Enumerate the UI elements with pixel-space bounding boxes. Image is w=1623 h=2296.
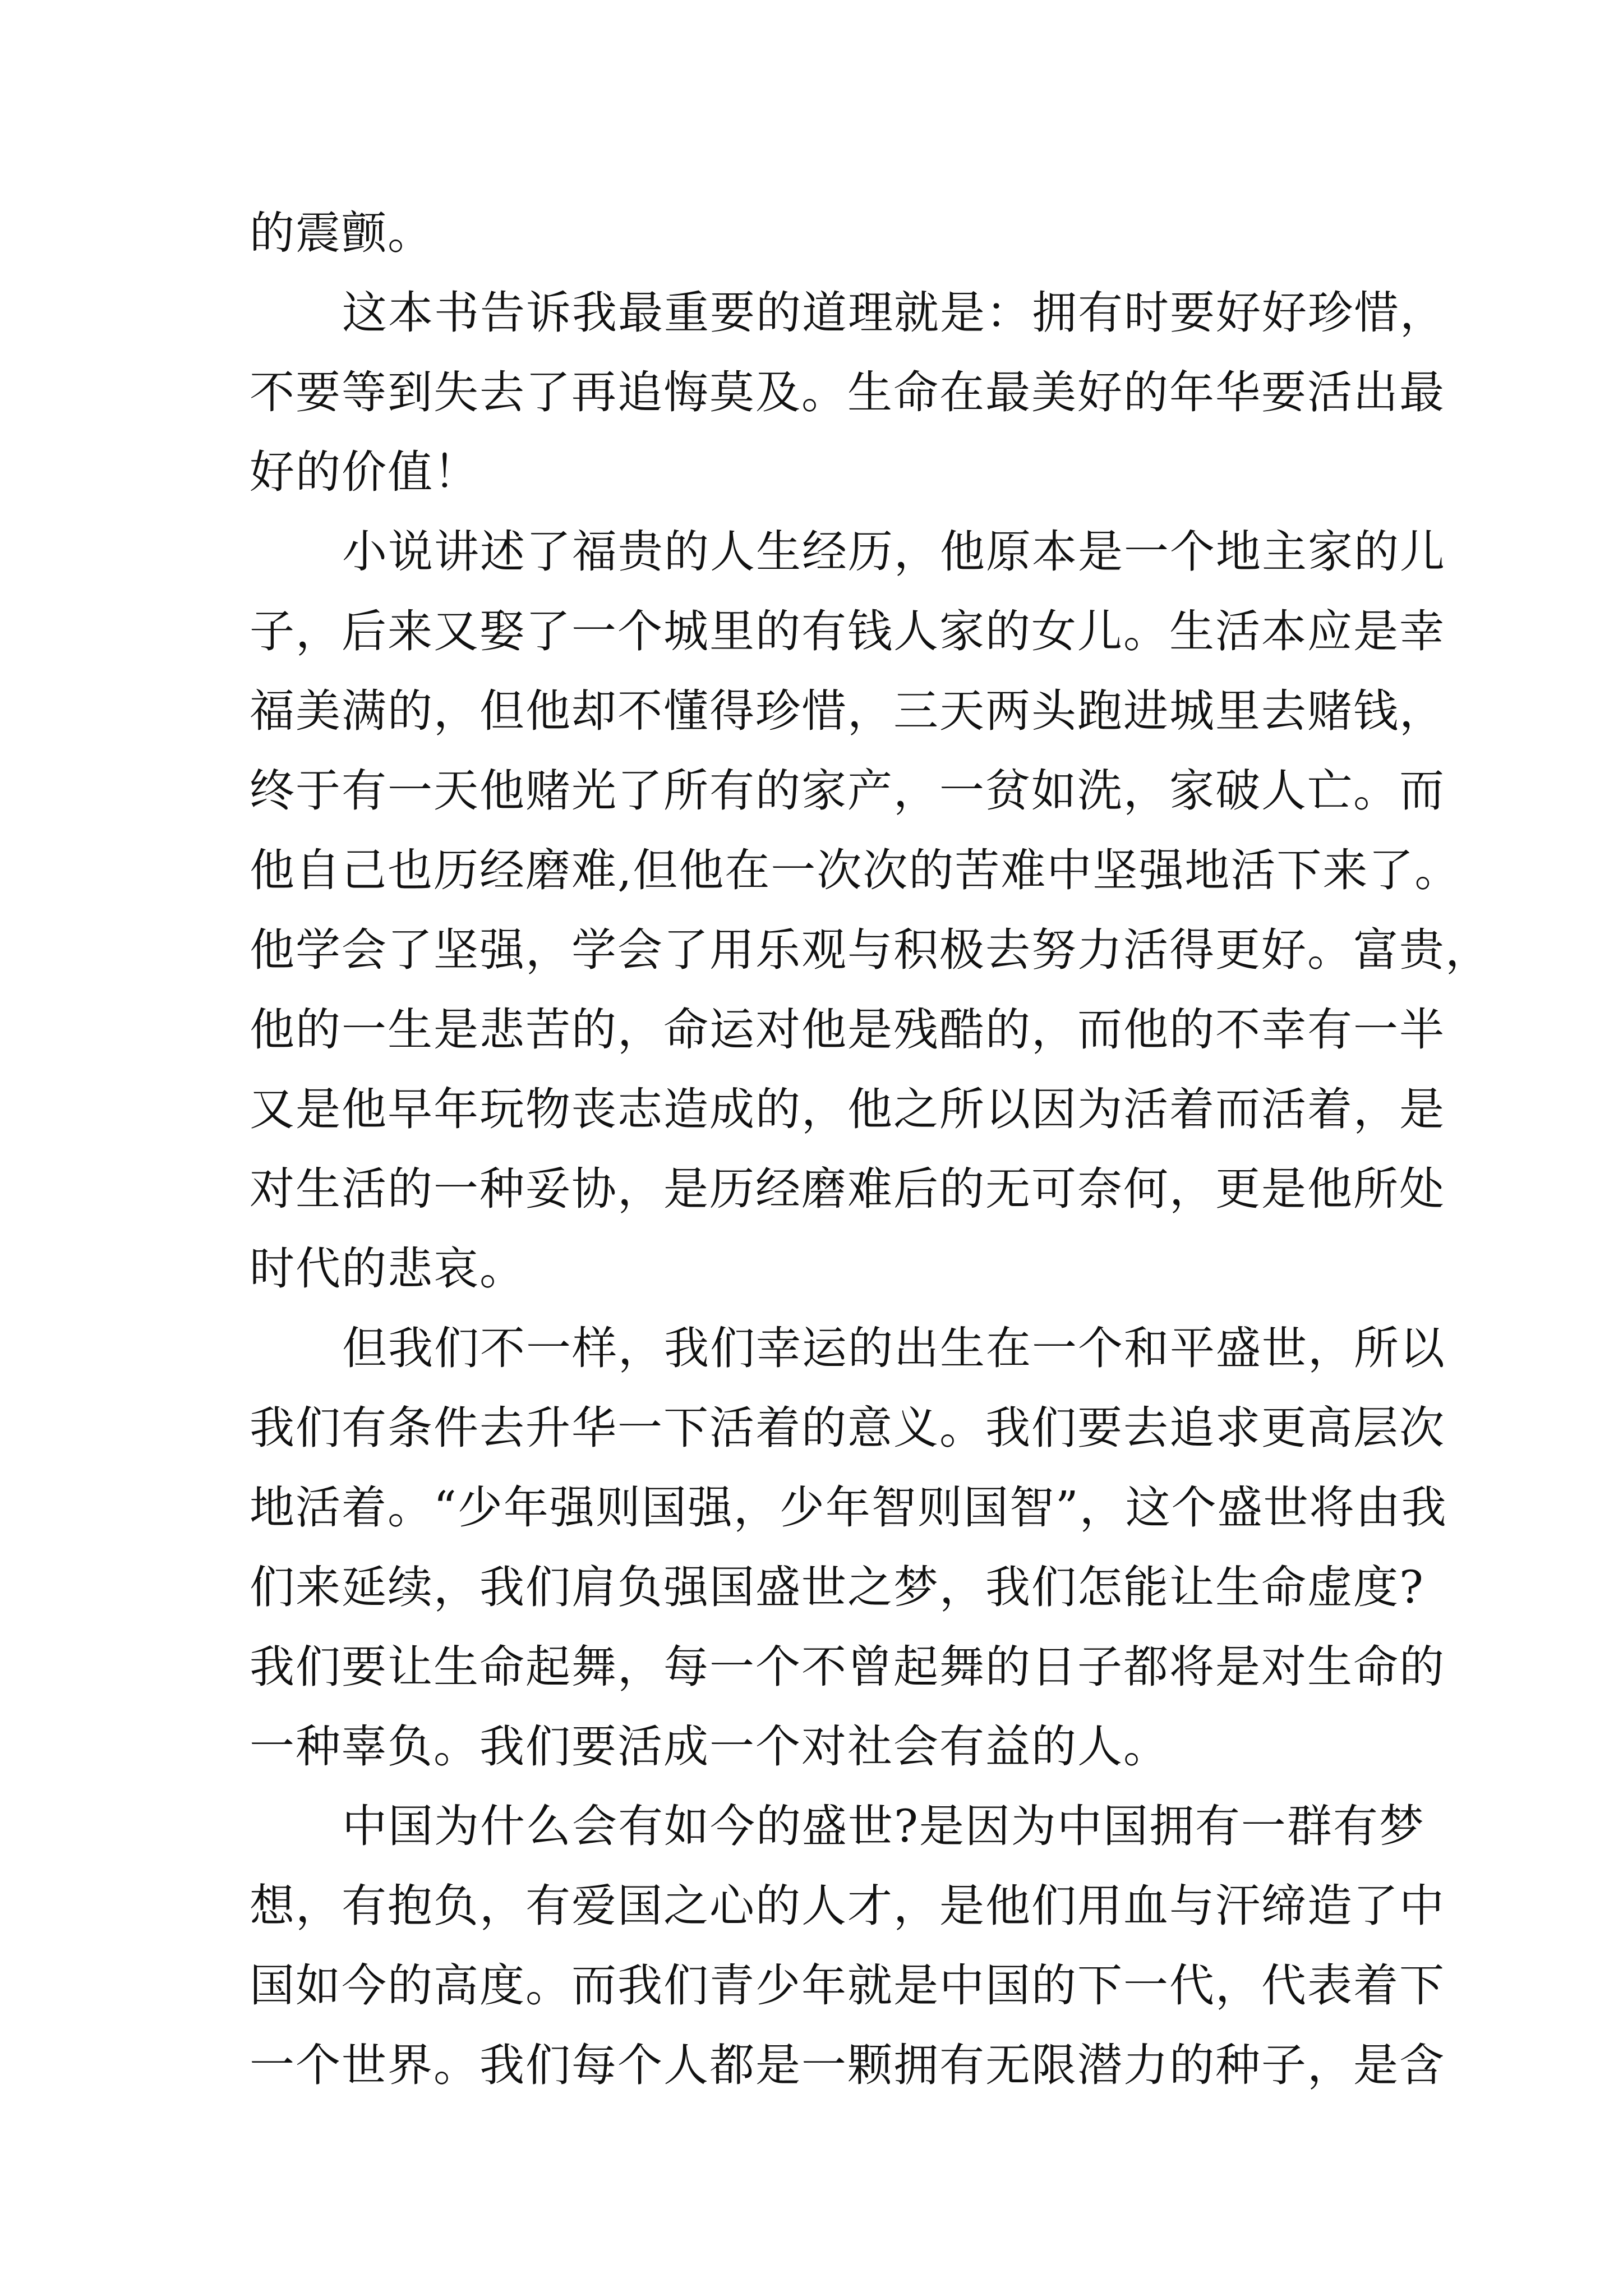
text-line: 时代的悲哀。	[250, 1243, 525, 1295]
text-line: 子，后来又娶了一个城里的有钱人家的女儿。生活本应是幸	[250, 605, 1445, 657]
text-line: 地活着。“少年强则国强，少年智则国智”，这个盛世将由我	[250, 1481, 1447, 1534]
text-line: 国如今的高度。而我们青少年就是中国的下一代，代表着下	[250, 1959, 1445, 2012]
text-line: 一个世界。我们每个人都是一颗拥有无限潜力的种子，是含	[250, 2039, 1445, 2091]
text-line: 他学会了坚强，学会了用乐观与积极去努力活得更好。富贵，	[250, 924, 1491, 976]
text-line: 不要等到失去了再追悔莫及。生命在最美好的年华要活出最	[250, 366, 1445, 418]
text-line: 他的一生是悲苦的，命运对他是残酷的，而他的不幸有一半	[250, 1004, 1445, 1056]
text-line: 我们有条件去升华一下活着的意义。我们要去追求更高层次	[250, 1402, 1445, 1454]
body-text	[250, 194, 1491, 2105]
text-line: 好的价值！	[250, 446, 479, 498]
text-line: 的震颤。	[250, 207, 434, 259]
text-line: 终于有一天他赌光了所有的家产，一贫如洗，家破人亡。而	[250, 765, 1445, 817]
text-line: 福美满的，但他却不懂得珍惜，三天两头跑进城里去赌钱，	[250, 685, 1445, 737]
text-line: 他自己也历经磨难,但他在一次次的苦难中坚强地活下来了。	[250, 844, 1461, 896]
text-line: 想，有抱负，有爱国之心的人才，是他们用血与汗缔造了中	[250, 1880, 1445, 1932]
text-line: 但我们不一样，我们幸运的出生在一个和平盛世，所以	[342, 1322, 1446, 1374]
text-line: 这本书告诉我最重要的道理就是：拥有时要好好珍惜，	[342, 287, 1446, 339]
text-line: 们来延续，我们肩负强国盛世之梦，我们怎能让生命虚度?	[250, 1561, 1424, 1613]
text-line: 又是他早年玩物丧志造成的，他之所以因为活着而活着，是	[250, 1083, 1445, 1135]
text-line: 小说讲述了福贵的人生经历，他原本是一个地主家的儿	[342, 526, 1446, 578]
text-line: 一种辜负。我们要活成一个对社会有益的人。	[250, 1720, 1169, 1773]
text-line: 对生活的一种妥协，是历经磨难后的无可奈何，更是他所处	[250, 1163, 1445, 1215]
text-line: 我们要让生命起舞，每一个不曾起舞的日子都将是对生命的	[250, 1641, 1445, 1693]
text-line: 中国为什么会有如今的盛世?是因为中国拥有一群有梦	[342, 1800, 1425, 1852]
